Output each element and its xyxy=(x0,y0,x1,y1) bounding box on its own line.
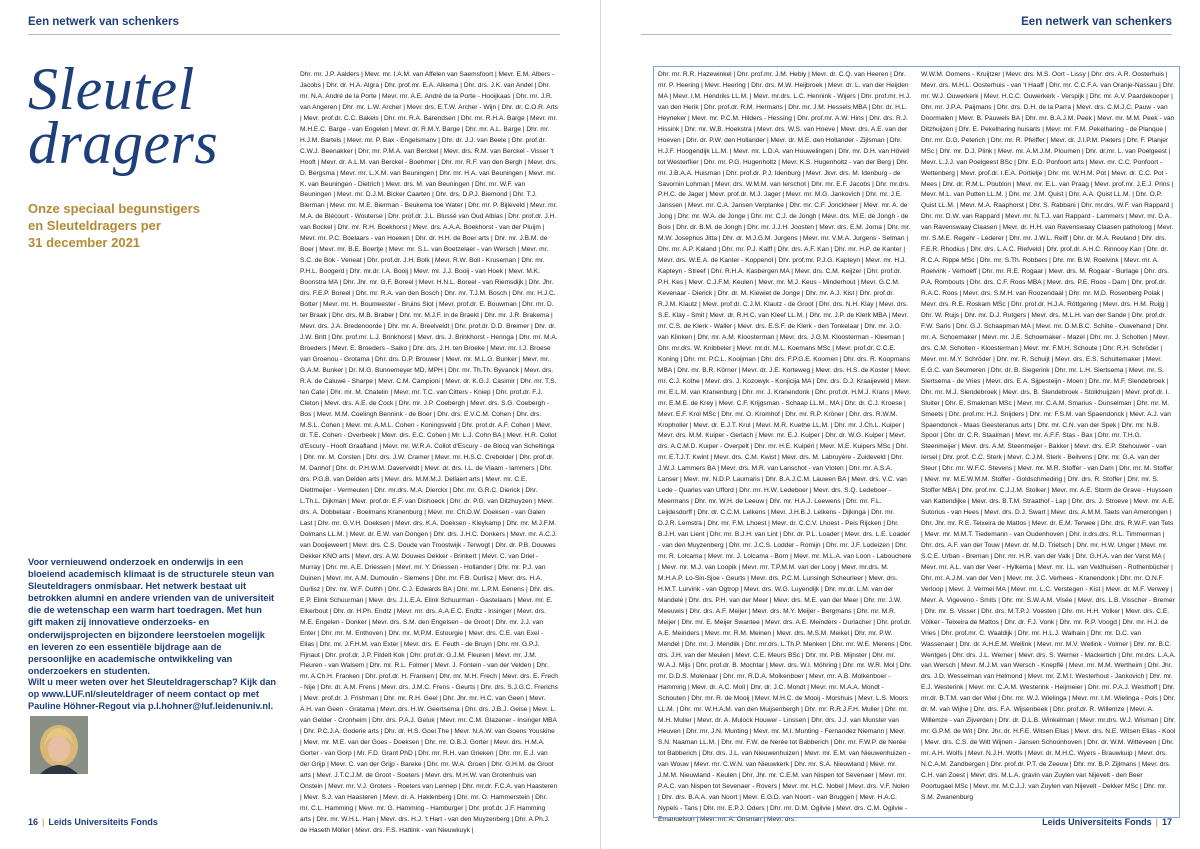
subtitle-line3: 31 december 2021 xyxy=(28,235,141,250)
right-footer-org: Leids Universiteits Fonds xyxy=(1042,817,1152,827)
title-block xyxy=(28,56,278,251)
names-column-1: Dhr. mr. J.P. Aalders | Mevr. mr. I.A.M. van Affelen van Saemsfoort | Mevr. E.M. Albers - Jacobs | Dhr. dr. H.A. Algra | Dhr. prof.mr. E.A. Alkema | Dhr. drs. J.K. van Andel | Dhr. mr. N.A. André de la Porte | Mevr. mr. A.E. André de la Porte - Hooijkaas | Dhr. mr. J.R. van Angeren | Dhr. mr. L.W. Archer | Mevr. drs. E.T.W. Archer - Wijn | Dhr. dr. C.O.R. Arts | Mevr. prof.dr. C.C. Bakels | Dhr. mr. R.A. Barendsen | Dhr. mr. R.H.A. Barge | Mevr. mr. M.H.E.C. Barge - van Engelen | Mevr. dr. R.M.Y. Barge | Dhr. mr. A.L. Barge | Dhr. mr. H.J.M. Bartels | Mevr. mr. P. Bax - Engelsmanv | Dhr. dr. J.J. van Beele | Dhr. prof.dr. C.W.J. Beenakker | Dhr. mr. P.M.A. van Berckel | Mevr. drs. R.M. van Berckel - Visser 't Hooft | Mevr. dr. A.L.M. van Berckel - Boehmer | Dhr. mr. R.F. van den Bergh | Mevr. drs. D. Bergsma | Mevr. mr. L.X.M. van Beuningen | Dhr. mr. H.A. van Beuningen | Mevr. mr. K. van Beuningen - Dietrich | Mevr. drs. M. van Beuningen | Dhr. mr. W.F. van Beuningen | Mevr. mr. D.J.M. Bicker Caarten | Dhr. drs. D.P.J. Biemond | Dhr. T.J. Bierman | Mevr. mr. M.E. Bierman - Beukema toe Water | Dhr. mr. P. Bijleveld | Mevr. mr. M.A. de Blécourt - Wouterse | Dhr. prof.dr. J.L. Blussé van Oud Alblas | Dhr. prof.dr. J.H. van Bockel | Dhr. mr. R.H. Boekhorst | Mevr. drs. A.A.A. Boekhorst - van der Pluijm | Mevr. mr. P.C. Boelaars - van Hoeken | Dhr. dr. H.H. de Boer arts | Dhr. mr. J.B.M. de Boer | Mevr. mr. B.E. Boertje | Mevr. mr. S.L. van Boetzelaer - van Wersch | Mevr. mr. S.C. de Bok - Veneat | Dhr. prof.dr. J.H. Bolk | Mevr. R.W. Boll - Kruseman | Dhr. mr. P.H.L. Boogerd | Dhr. mr.dr. I.A. Booij | Mevr. mr. J.J. Booij - van Hoek | Mevr. M.K. Boonstra MA | Dhr. Jhr. mr. G.F. Boreel | Mevr. H.N.L. Boreel - van Riemsdijk | Dhr. Jhr. drs. F.E.P. Boreel | Dhr. mr. R.A. van den Bosch | Dhr. mr. T.J.M. Bosch | Dhr. mr. H.J.C. Botter | Mevr. mr. H. Boumeester - Bruins Slot | Mevr. prof.dr. E. Bouwman | Dhr. mr. D. ter Braak | Dhr. drs. M.B. Braber | Dhr. mr. M.J.F. in de Braekt | Dhr. mr. J.R. Brakema | Mevr. drs. J.A. Bredenoorde | Dhr. mr. A. Breelveldt | Dhr. prof.dr. D.D. Breimer | Dhr. dr. J.W. Britt | Dhr. prof.mr. L.J. Brinkhorst | Mevr. drs. J. Brinkhorst - Heringa | Dhr. mr. M.A. Broeders | Mevr. E. Broeders - Saiko | Dhr. drs. J.H. ten Broeke | Mevr. mr. I.J. Broese van Groenou - Grotama | Dhr. drs. D.P. Brouwer | Mevr. mr. M.L.G. Bunker | Mevr. mr. G.A.M. Bunker | Dr. M.G. Bunnemeyer MD, MPH | Dhr. mr. Th.Th. Byvanck | Mevr. drs. R.A. de Caluwé - Sharpe | Mevr. C.M. Campioni | Mevr. dr. K.G.J. Casimir | Dhr. mr. T.S. ten Cate | Dhr. mr. M. Chatelin | Mevr. mr. T.C. van Citters - Kniep | Dhr. prof.dr. F.J. Cleton | Mevr. drs. A.E. de Cock | Dhr. mr. J.P. Coebergh | Mevr. drs. S.G. Coebergh - Bos | Mevr. M.M. Coelingh Bennink - de Boer | Dhr. drs. E.V.C.M. Cohen | Dhr. drs. M.S.L. Cohen | Mevr. mr. A.M.L. Cohen - Koningsveld | Dhr. prof.dr. A.F. Cohen | Mevr. dr. T.E. Cohen - Overbeek | Mevr. drs. E.C. Cohen | Mr. L.J. Cohn BA | Mevr. H.R. Collot d'Escury - Hooft Graafland | Mevr. mr. W.R.A. Collot d'Escury - de Blocq van Scheltinga | Dhr. mr. M. Corsten | Dhr. drs. J.W. Cramer | Mevr. mr. H.S.C. Crebolder | Dhr. prof.dr. M. Danhof | Dhr. dr. P.H.W.M. Daverveldt | Mevr. dr. drs. I.L. de Vlaam - lammers | Dhr. drs. P.G.B. van Delden arts | Mevr. drs. M.M.M.J. Dellaert arts | Mevr. mr. C.E. Diettmeijer - Vermeulen | Dhr. mr.drs. M.A. Dierckx | Dhr. mr. G.R.C. Dierick | Dhr. L.Th.L. Dijkman | Mevr. prof.dr. E.F. van Dishoeck | Dhr. dr. P.G. van Ditzhuyzen | Mevr. drs. A. Dobbelaar - Boelmans Kranenburg | Mevr. mr. Ch.D.W. Doeksen - van Galen Last | Dhr. mr. G.V.H. Doeksen | Mevr. drs. K.A. Doeksen - Kleykamp | Dhr. mr. M.J.F.M. Dolmans LL.M. | Mevr. dr. E.W. van Dongen | Dhr. drs. J.H.C. Donkers | Mevr. mr. A.C.J. van Dooijeweert | Mevr. drs. C.S. Doude van Troostwijk - Terwogt | Dhr. dr. P.B. Douwes Dekker KNO arts | Mevr. drs. A.W. Douwes Dekker - Brinkert | Mevr. C. van Driel - Murray | Dhr. mr. A.E. Driessen | Mevr. mr. Y. Driessen - Hollander | Dhr. mr. P.J. van Duinen | Mevr. mr. A.M. Dumoulin - Siemens | Dhr. mr. F.B. Durlisz | Mevr. drs. H.A. Durlisz | Dhr. mr. W.F. Duthh | Dhr. C.J. Edwards BA | Dhr. mr. L.P.M. Eenens | Dhr. drs. E.P. Elink Schuurman | Mevr. drs. J.L.E.A. Elink Schuurman - Gastelaars | Mevr. mr. E. Elkerbout | Dhr. dr. H.Ph. Endtz | Mevr. mr. drs. A.A.E.C. Endtz - Insinger | Mevr. drs. M.E. Engelen - Donker | Mevr. drs. S.M. den Engelsen - de Groot | Dhr. mr. J.J. van Enter | Dhr. mr. M. Enthoven | Dhr. mr. M.P.M. Estourgie | Mevr. drs. C.E. van Exel - Elias | Dhr. mr. J.F.H.M. van Exter | Mevr. drs. E. Feuth - de Bruyn | Dhr. mr. G.P.J. Fijnaut | Dhr. prof.dr. J.P. Fildelt Kok | Dhr. prof.dr. G.J.M. Fleuren | Mevr. mr. J.M. Fleuren - van Walsem | Dhr. mr. R.L. Folmer | Mevr. J. Fontein - van der Velden | Dhr. mr. A.Ch.H. Franken | Dhr. prof.dr. H. Franken | Dhr. mr. M.H. Frech | Mevr. drs. E. Frech - Nije | Dhr. dr. A.M. Frens | Mevr. drs. J.M.C. Frens - Geurts | Dhr. drs. S.J.G.C. Frerichs | Mevr. prof.dr. J. Frishman | Dhr. mr. R.H. Geel | Dhr. Jhr. mr. H.C. van Geen | Mevr. A.H. van Geen - Gratama | Mevr. drs. H.W. Geertsema | Dhr. drs. J.B.J. Geise | Mevr. L. van Gelder - Cronheim | Dhr. drs. P.A.J. Geluk | Mevr. mr. C.M. Glazener - Insinger MBA | Dhr. P.C.J.A. Goderie arts | Dhr. dr. H.S. Goei The | Mevr. N.A.W. van Goens Youskine | Mevr. mr. M.E. van der Goes - Doeksen | Dhr. mr. O.B.J. Gorter | Mevr. drs. H.M.A. Gorter - van Gorp | Mr. F.D. Grant PhD | Dhr. mr. R.H. van Grieken | Dhr. mr. E.J. van der Grijp | Mevr. C. van der Grijp - Bareke | Dhr. mr. W.A. Groen | Dhr. G.H.M. de Groot arts | Mevr. J.T.C.J.M. de Groot - Soeters | Mevr. drs. M.H.W. van Grotenhuis van Onstein | Mevr. mr. V.J. Groters - Roeters van Lennep | Dhr. mr.dr. F.C.A. van Haasteren | Mevr. S.J. van Haasteren | Mevr. dr. A. Haklenberg | Dhr. mr. O. Hammerstein | Dhr. mr. C.L. Hamming | Mevr. mr. G. Hamming - Hamburger | Dhr. prof.dr. J.F. Hamming arts | Dhr. mr. W.H.L. Han | Mevr. drs. H.J. 't Hart - van den Muyzenberg | Dhr. A.Ph.J. de Haseth Möller | Mevr. drs. F.S. Hattink - van Nieuwkuyk | xyxy=(300,71,558,834)
intro-paragraph: Voor vernieuwend onderzoek en onderwijs in een bloeiend academisch klimaat is de structurele steun van Sleuteldragers onmisbaar. Het netwerk bestaat uit betrokken alumni en andere vrienden van de universiteit die de wetenschap een warm hart toedragen. Met hun gift maken zij innovatieve onderzoeks- en onderwijsprojecten en bijzondere leerstoelen mogelijk en leveren zo een essentiële bijdrage aan de persoonlijke en academische ontwikkeling van onderzoekers en studenten. xyxy=(28,557,275,676)
right-page xyxy=(600,0,1200,849)
left-footer xyxy=(28,817,158,827)
contact-paragraph: Wilt u meer weten over het Sleuteldragerschap? Kijk dan op www.LUF.nl/sleuteldrager of neem contact op met Pauline Höhner-Regout via p.l.hohner@luf.leidenuniv.nl. xyxy=(28,677,277,712)
left-page-number: 16 xyxy=(28,817,39,827)
footer-separator-right: | xyxy=(1155,817,1158,827)
footer-separator: | xyxy=(42,817,45,827)
right-section-header: Een netwerk van schenkers xyxy=(1021,16,1172,28)
page-title-line2: dragers xyxy=(28,110,219,176)
right-footer xyxy=(1042,817,1172,827)
left-section-header: Een netwerk van schenkers xyxy=(28,16,179,28)
left-footer-org: Leids Universiteits Fonds xyxy=(48,817,158,827)
left-header-rule xyxy=(28,34,560,35)
portrait-illustration xyxy=(30,716,88,774)
right-header-rule xyxy=(641,34,1172,35)
subtitle-line1: Onze speciaal begunstigers xyxy=(28,201,200,216)
contact-portrait-photo xyxy=(30,716,88,774)
page-title-line1: Sleutel xyxy=(28,56,195,122)
names-column-2: Dhr. mr. R.R. Hazewinkel | Dhr. prof.mr. J.M. Hebly | Mevr. dr. C.Q. van Heeren | Dhr. mr. P. Heering | Mevr. Heering | Dhr. drs. M.W. Heijbroek | Mevr. dr. L. van der Heijden MA | Mevr. I.M. Hendriks LL.M. | Mevr. mr.drs. L.C. Hennink - Wijers | Dhr. prof.mr. H.J. van den Herik | Dhr. prof.dr. R.M. Hermans | Dhr. mr. J.M. Hessels MBA | Dhr. dr. H.L. Heyneker | Mevr. mr. P.C.M. Hilders - Hessing | Dhr. prof.mr. A.W. Hins | Dhr. drs. R.J. Hissink | Dhr. mr. W.B. Hoekstra | Mevr. drs. W.S. van Hoeve | Mevr. drs. A.E. van der Hoeven | Dhr. dr. P.W. den Hollander | Mevr. dr. M.E. den Hollander - Zijlsman | Dhr. H.J.F. Hoogendijk LL.M. | Mevr. mr. L.D.A. van Houwelingen | Dhr. mr. D.H. van Hövell tot Westerflier | Dhr. mr. P.G. Hugenholtz | Mevr. K.S. Hugenholtz - van der Berg | Dhr. mr. J.B.A.A. Huisman | Dhr. prof.dr. P.J. Idenburg | Mevr. Jkvr. drs. M. Idenburg - de Savornin Lohman | Mevr. drs. W.M.M. van Ierschot | Dhr. mr. E.F. Jacobs | Dhr. mr.drs. P.H.C. de Jager | Mevr. prof.dr. M.J. Jager | Mevr. mr. M.G. Jankovich | Dhr. mr. J.E. Janssen | Mevr. mr. C.A. Jansen Verplanke | Dhr. mr. C.F. Jonckheer | Mevr. mr. A. de Jong | Dhr. mr. W.A. de Jonge | Dhr. mr. C.J. de Jongh | Mevr. drs. M.E. de Jongh - de Bois | Dhr. dr. B.M. de Jongh | Dhr. mr. J.J.H. Joosten | Mevr. drs. E.M. Jorna | Dhr. mr. M.W. Josephus Jitta | Dhr. dr. M.J.G.M. Jurgens | Mevr. mr. V.M.A. Jurgens - Selman | Dhr. mr. A.P. Kaland | Dhr. mr. P.J. Kalff | Dhr. drs. A.F. Kan | Dhr. mr. H.P. de Kanter | Mevr. drs. W.E.A. de Kanter - Koppenol | Dhr. prof.mr. P.J.G. Kapteyn | Mevr. mr. H.J. Kapteyn - Streef | Dhr. R.H.A. Kasbergen MA | Mevr. drs. C.M. Keijzer | Dhr. prof.dr. P.H. Kes | Mevr. C.J.F.M. Keulen | Mevr. mr. M.J. Keus - Minderhout | Mevr. G.C.M. Kevenaar - Dierick | Dhr. dr. M. Kiewiet de Jonge | Dhr. mr. A.J. Kist | Dhr. prof.dr. R.J.M. Klautz | Mevr. prof.dr. C.J.M. Klautz - de Groot | Dhr. drs. N.H. Klay | Mevr. drs. S.E. Klay - Smit | Mevr. dr. R.H.C. van Kleef LL.M. | Dhr. mr. J.P. de Klerk MBA | Mevr. mr. C.S. de Klerk - Waller | Mevr. drs. E.S.F. de Klerk - den Tonkelaar | Dhr. mr. J.O. van Klinken | Dhr. mr. A.M. Kloosterman | Mevr. drs. J.G.M. Kloosterman - Kleeman | Dhr. mr.drs. W. Knibbeler | Mevr. mr.dr. M.L. Koemans MSc | Mevr. prof.dr. C.C.E. Koning | Dhr. mr. P.C.L. Kooijman | Dhr. drs. F.P.G.E. Koomen | Dhr. drs. R. Koopmans MBA | Dhr. mr. B.R. Körner | Mevr. dr. J.E. Korteweg | Mevr. drs. H.S. de Koster | Mevr. mr. C.J. Kothe | Mevr. drs. J. Kozowyk - Konjicija MA | Dhr. drs. D.J. Kraaijeveld | Mevr. mr. E.L.M. van Kranenburg | Dhr. mr. J. Kranendonk | Dhr. prof.dr. H.M.J. Krans | Mevr. mr. E.M.E. de Krey | Mevr. C.F. Krijgsman - Schaap LL.M., MA | Dhr. dr. C.J. Kroese | Mevr. E.F. Krol MSc | Dhr. mr. O. Kromhof | Dhr. mr. R.P. Kröner | Dhr. drs. R.W.M. Kropholler | Mevr. dr. E.J.T. Krul | Mevr. M.R. Kuethe LL.M. | Dhr. mr. J.Ch.L. Kuiper | Mevr. drs. M.M. Kuiper - Gerlach | Mevr. mr. E.J. Kuiper | Dhr. dr. W.G. Kuiper | Mevr. drs. A.C.M.D. Kuiper - Overpelt | Dhr. mr. H.E. Kuipéri | Mevr. M.E. Kuipers MSc | Dhr. mr. E.T.J.T. Kwint | Mevr. drs. C.M. Kwist | Mevr. drs. M. Labruyère - Zuideveld | Dhr. J.W.J. Lammers BA | Mevr. drs. M.R. van Lanschot - van Vloten | Dhr. mr. A.S.A. Lanser | Mevr. mr. N.D.P. Laumans | Dhr. B.A.J.C.M. Lauwen BA | Mevr. drs. V.C. van Lede - Quarles van Ufford | Dhr. mr. H.W. Ledeboer | Mevr. drs. S.Q. Ledeboer - Meermans | Dhr. mr. W.H. de Leeuw | Dhr. mr. H.A.J. Leewens | Dhr. mr. F.L. Leijdesdorff | Dhr. dr. C.C.M. Lelkens | Mevr. J.H.B.J. Lelkens - Dijkinga | Dhr. mr. D.J.R. Lemstra | Dhr. mr. F.M. Lhoest | Mevr. dr. C.C.V. Lhoest - Peis Rijcken | Dhr. B.J.H. van Lient | Dhr. mr. B.J.H. van Lint | Dhr. dr. P.L. Loader | Mevr. drs. L.E. Loader - van den Muyzenberg | Dhr. mr. J.C.S. Lodder - Romijn | Dhr. mr. J.F. Lodeizen | Dhr. mr. R. Lolcama | Mevr. mr. J. Lolcama - Born | Mevr. mr. M.L.A. van Loon - Labouchere | Mevr. mr. M.J. van Loopik | Mevr. mr. T.P.M.M. van der Looy | Mevr. mr.drs. M. M.H.A.P. Lo-Sin-Sjoe - Geurts | Mevr. drs. P.C.M. Lunsingh Scheurleer | Mevr. drs. H.M.T. Lurvink - van Ogtrop | Mevr. drs. W.G. Luyendijk | Dhr. mr.dr. L.M. van der Mandele | Dhr. drs. P.H. van der Meer | Mevr. drs. M.E. van der Meer | Dhr. mr. J.W. Meeuwis | Dhr. drs. A.F. Meijer | Mevr. drs. M.Y. Meijer - Bergmans | Dhr. mr. M.R. Meijer | Dhr. mr. E. Meijer Swantee | Mevr. drs. A.E. Meinders - Durlacher | Dhr. prof.dr. A.E. Meinders | Mevr. mr. R.M. Meinen | Mevr. drs. M.S.M. Meikel | Dhr. mr. P.W. Mendel | Dhr. mr. J. Mendlik | Dhr. mr.drs. L.Th.P. Menken | Dhr. mr. W.E. Merens | Dhr. drs. J.H. van der Meulen | Mevr. C.E. Meurs BSc | Dhr. mr. P.B. Mijnster | Dhr. mr. W.A.J. Mijs | Dhr. prof.dr. B. Mochtar | Mevr. drs. W.I. Möhring | Dhr. mr. W.R. Mol | Dhr. mr. D.D.S. Molenaar | Dhr. mr. R.D.A. Molkenboer | Mevr. mr. A.B. Molkenboer - Hamming | Mevr. dr. A.C. Moll | Dhr. dr. J.C. Mondt | Mevr. mr. M.A.A. Mondt - Schouten | Dhr. mr. R. de Mooij | Mevr. M.H.C. de Mooij - Morshuis | Mevr. L.S. Moors LL.M. | Dhr. mr. W.H.A.M. van den Muijsenbergh | Dhr. mr. R.R.J.F.H. Muller | Dhr. mr. M.H. Muller | Mevr. dr. A. Mulock Houwer - Linssen | Dhr. drs. J.J. van Munster van Heuven | Dhr. mr. J.N. Munting | Mevr. mr. M.I. Munting - Fernandez Niemann | Mevr. S.N. Naaman LL.M. | Dhr. mr. F.W. de Nerée tot Babberich | Dhr. mr. F.W.P. de Nerée tot Babberich | Dhr. drs. J.L. van Nieuwenhuizen | Mevr. mr. E.M. van Nieuwenhuizen - van Wouw | Mevr. mr. C.W.N. van Nieuwkerk | Dhr. mr. S.A. Nieuwland | Mevr. mr. J.M.M. Nieuwland - Keulen | Dhr. Jhr. mr. C.E.M. van Nispen tot Sevenaer | Mevr. mr. P.A.C. van Nispen tot Sevenaer - Rovers | Mevr. mr. H.C. Nobel | Mevr. drs. V.F. Nolen | Dhr. drs. B.A.A. van Noort | Mevr. E.G.D. van Noort - van Bruggen | Mevr. H.A.C. Nypels - Tans | Dhr. mr. E.P.J. Oders | Dhr. mr. D.M. Ogilvie | Mevr. drs. C.M. Ogilvie - Emanuelson | Mevr. mr. A. Onsman | Mevr. drs. xyxy=(658,71,913,823)
right-page-number: 17 xyxy=(1161,817,1172,827)
names-column-3: W.W.M. Oomens - Kruijtzer | Mevr. drs. M.S. Oort - Lissy | Dhr. drs. A.R. Oosterhuis | Mevr. drs. M.H.L. Oosterhuis - van 't Haaff | Dhr. mr. C.C.F.A. van Oranje-Nassau | Dhr. mr. W.J. Ouwerkerk | Mevr. H.C.C. Ouwerkerk - Verspijk | Dhr. mr. A.V. Paardekooper | Dhr. mr. J.P.A. Paijmans | Dhr. drs. D.H. de la Parra | Mevr. drs. C.M.J.C. Pauw - van Doormalen | Mevr. B. Pauwels BA | Dhr. mr. B.A.J.M. Peek | Mevr. mr. M.M. Peek - van Ditzhuijzen | Dhr. E. Pekelharing huisarts | Mevr. mr. F.M. Pekelharing - de Planque | Dhr. mr. D.G. Peterich | Dhr. mr. R. Pfeiffer | Mevr. dr. J.I.P.M. Pieters | Dhr. F. Planjer MSc | Dhr. mr. D.J. Plink | Mevr. mr. A.M.J.M. Ploumen | Dhr. dr.mr. L. van Poelgeest | Mevr. L.J.J. van Poelgeest BSc | Dhr. E.D. Ponfoort arts | Mevr. mr. C.C. Ponfoort - Wettenberg | Mevr. prof.dr. I.E.A. Portielje | Dhr. mr. W.H.M. Pot | Mevr. dr. C.C. Pot - Mees | Dhr. dr. R.M.L. Poublon | Mevr. mr. E.L. van Praag | Mevr. prof.mr. J.E.J. Prins | Mevr. M.L. van Putten LL.M. | Dhr. mr. J.M. Quist | Dhr. A.A. Quist LL.M. | Dhr. O.P. Quist LL.M. | Mevr. M.A. Raaphorst | Dhr. S. Rabbani | Dhr. mr.drs. W.F. van Rappard | Dhr. mr. D.W. van Rappard | Mevr. mr. N.T.J. van Rappard - Lammers | Mevr. mr. D.A. van Ravenswaay Claasen | Mevr. dr. H.H. van Ravenswaay Claasen patholoog | Mevr. mr. S.M.E. Regehr - Lederer | Dhr. mr. J.W.L. Reiff | Dhr. dr. M.A. Reuland | Dhr. drs. F.E.R. Rhodius | Dhr. drs. L.A.C. Riefveld | Dhr. prof.dr. A.H.C. Rinnooy Kan | Dhr. dr. R.C.A. Rippe MSc | Dhr. mr. S.Th. Robbers | Dhr. mr. B.W. Roelvink | Mevr. mr. A. Roelvink - Verhoeff | Dhr. mr. R.E. Rogaar | Mevr. drs. M. Rogaar - Burlage | Dhr. drs. P.A. Rombouts | Dhr. drs. C.F. Roos MBA | Mevr. drs. P.E. Roos - Dam | Dhr. prof.dr. R.A.C. Roos | Mevr. drs. S.M.H. van Roozendaal | Dhr. mr. M.D. Rosenberg Polak | Mevr. drs. R.E. Roskam MSc | Dhr. prof.dr. H.J.A. Röttgering | Mevr. drs. H.M. Ruijg | Dhr. W. Ruijs | Dhr. mr. D.J. Rutgers | Mevr. drs. M.L.H. van der Sande | Dhr. prof.dr. F.W. Saris | Dhr. G.J. Schaapman MA | Mevr. mr. D.M.B.C. Schilte - Ouwehand | Dhr. mr. A. Schoemaker | Mevr. mr. J.E. Schoemaker - Mazel | Dhr. mr. J. Scholten | Mevr. drs. C.M. Scholten - Kloosterman | Mevr. mr. F.M.H. Schoute | Dhr. R.H. Schröder | Mevr. mr. M.Y. Schröder | Dhr. mr. R. Schuijt | Mevr. drs. E.S. Schultemaker | Mevr. E.G.C. van Seumeren | Dhr. dr. B. Siegerink | Dhr. mr. L.H. Siertsema | Mevr. mr. S. Siertsema - de Vries | Mevr. drs. E.A. Sijpesteijn - Moen | Dhr. mr. M.F. Slendebroek | Dhr. mr. M.J. Slendebroek | Mevr. drs. B. Slendebroek - Stolkhuijzen | Mevr. prof.dr. I. Sluiter | Dhr. E. Smakman MSc | Mevr. mr. C.A.M. Smarius - Dunselman | Dhr. mr. M. Smeets | Dhr. prof.mr. H.J. Snijders | Dhr. mr. F.S.M. van Spaendonck | Mevr. A.J. van Spaendonck - Maas Geesteranus arts | Dhr. mr. C.N. van der Spek | Dhr. mr. N.B. Spoor | Dhr. dr. C.R. Staalman | Mevr. mr. A.F.F. Stas - Bax | Dhr. mr. T.H.G. Steenmeijer | Mevr. drs. A.M. Steenmeijer - Bakker | Mevr. drs. E.P. Stehouwer - van Iersel | Dhr. prof. C.C. Sterk | Mevr. C.J.M. Sterk - Beilvens | Dhr. mr. G.A. van der Steur | Dhr. mr. W.F.C. Stevens | Mevr. mr. M.R. Stoffer - van Dam | Dhr. mr. M. Stoffer | Mevr. mr. M.E.W.M.M. Stoffer - Goldschmeding | Dhr. drs. R. Stoffer | Dhr. mr. S. Stoffer MBA | Dhr. prof.mr. C.J.J.M. Stolker | Mevr. mr. A.E. Storm de Grave - Huyssen van Kattendijke | Mevr. drs. B.T.M. Straathof - Lap | Dhr. drs. J. Stroeve | Mevr. mr. A.E. Sutorius - van Hees | Mevr. drs. D.J. Swart | Mevr. drs. A.M.M. Taets van Amerongen | Dhr. Jhr. mr. R.E. Teixeira de Mattos | Mevr. dr. E.M. Terwee | Dhr. drs. R.W.F. van Tets | Mevr. mr. M.M.T. Tiedemann - van Oudenhoven | Dhr. ir.drs.drs. R.L. Timmerman | Dhr. drs. A.F. van der Touw | Mevr. dr. M.D. Trietsch | Dhr. mr. H.W. Unger | Mevr. mr. S.C.E. Urban - Breman | Dhr. mr. H.R. van der Valk | Dhr. G.H.A. van der Varst MA | Mevr. mr. A.L. van der Veer - Hylkema | Mevr. mr. I.L. van Veldhuisen - Rothenbücher | Dhr. mr. A.J.M. van der Ven | Mevr. mr. J.C. Verhees - Kranendonk | Dhr. mr. O.N.F. Verloop | Mevr. J. Vermei MA | Mevr. mr. L.C. Verstegen - Kist | Mevr. dr. M.F. Verwey | Mevr. A. Vigeveno - Smits | Dhr. mr. S.W.A.M. Visée | Mevr. drs. L.B. Visscher - Bremer | Dhr. mr. S. Visser | Dhr. drs. M.T.P.J. Voesten | Dhr. mr. H.H. Volker | Mevr. drs. C.E. Völker - Teixeira de Mattos | Dhr. dr. F.J. Vonk | Dhr. mr. R.P. Voogd | Dhr. mr. H.J. de Vries | Dhr. prof.mr. C. Waaldijk | Dhr. mr. H.L.J. Walhain | Dhr. mr. D.C. van Wassenaer | Dhr. dr. A.H.E.M. Wellink | Mevr. mr. M.V. Wellink - Volmer | Dhr. mr. B.C. Wentges | Dhr. drs. J.L. Werner | Mevr. drs. S. Werner - Mackertich | Dhr. mr.drs. L.A.A. van Wersch | Mevr. M.J.M. van Wersch - Knepflé | Mevr. mr. M.M. Wertheim | Dhr. Jhr. drs. J.D. Wesselman van Helmond | Mevr. mr. Z.M.I. Westerhout - Jankovich | Dhr. mr. E.J. Westerink | Mevr. mr. C.A.M. Westerink - Heijmeier | Dhr. mr. P.A.J. Westhoff | Dhr. mr.dr. B.T.M. van der Wiel | Dhr. mr. W.J. Wielinga | Mevr. mr. I.M. Wielinga - Pols | Dhr. dr. M. van Wijhe | Dhr. drs. F.A. Wijsenbeek | Dhr. prof.dr. R. Willemze | Mevr. A. Willemze - van Zijverden | Dhr. dr. D.L.B. Winkelman | Mevr. mr.drs. W.J. Wisman | Dhr. mr. G.P.M. de Wit | Dhr. Jhr. dr. H.F.E. Witsen Elias | Mevr. drs. N.E. Witsen Elias - Kool | Mevr. drs. C.S. de Witt Wijnen - Jansen Schoonhoven | Dhr. dr. W.M. Wittevеen | Dhr. mr. A.H. Wolfs | Mevr. N.J.H. Wolfs | Mevr. dr. M.H.C. Wyers - Brauwkuip | Mevr. drs. N.C.A.M. Zandbergen | Dhr. prof.dr. P.T. de Zeeuw | Dhr. mr. B.P. Zijlmans | Mevr. drs. C.H. van Zoest | Mevr. drs. M.L.A. gravin van Zuylen van Nijevelt - den Beer Poortugael MSc | Mevr. mr. M.C.J.J. van Zuylen van Nijevelt - Dekker MSc | Dhr. mr. S.M. Zwanenburg xyxy=(921,71,1176,801)
subtitle-line2: en Sleuteldragers per xyxy=(28,218,161,233)
page-title xyxy=(28,56,278,176)
subtitle xyxy=(28,200,278,251)
